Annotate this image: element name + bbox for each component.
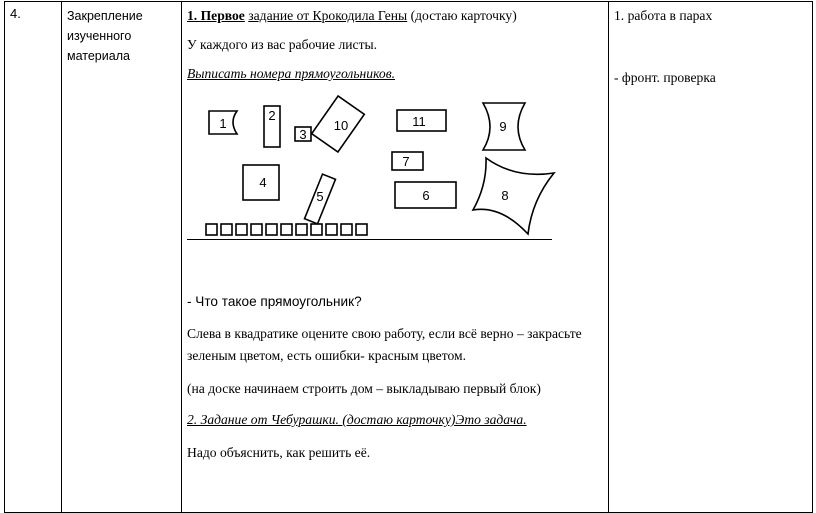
stage-line: изученного — [67, 29, 132, 43]
answer-box — [341, 224, 352, 235]
shape-label-7: 7 — [402, 154, 410, 169]
separator-line — [187, 239, 552, 240]
shape-label-3: 3 — [299, 127, 307, 142]
stage-line: материала — [67, 49, 130, 63]
shape-label-9: 9 — [499, 119, 507, 134]
selfcheck-text: Слева в квадратике оцените свою работу, если всё верно – закрасьте зеленым цветом, есть ошибки- красным цветом. — [187, 326, 582, 363]
answer-boxes — [206, 224, 367, 235]
answer-box — [266, 224, 277, 235]
instruction-text: Выписать номера прямоугольников. — [187, 66, 396, 81]
stage-cell — [62, 2, 182, 513]
shape-label-10: 10 — [333, 118, 349, 133]
task1-number: 1. Первое — [187, 8, 245, 23]
stage-line: Закрепление — [67, 9, 143, 23]
shape-label-5: 5 — [316, 189, 324, 204]
shape-label-1: 1 — [219, 116, 227, 131]
lesson-table — [4, 1, 813, 513]
answer-box — [206, 224, 217, 235]
shape-label-4: 4 — [259, 175, 267, 190]
form-pairs: 1. работа в парах — [614, 8, 713, 23]
task1-heading — [187, 6, 603, 25]
shapes-figure — [185, 87, 565, 237]
question-text: - Что такое прямоугольник? — [187, 294, 362, 309]
worksheets-text: У каждого из вас рабочие листы. — [187, 37, 378, 52]
board-text: (на доске начинаем строить дом – выкладываю первый блок) — [187, 381, 541, 396]
answer-box — [311, 224, 322, 235]
content-cell — [182, 2, 609, 513]
answer-box — [236, 224, 247, 235]
shape-label-11: 11 — [412, 114, 426, 129]
task1-note: (достаю карточку) — [410, 8, 517, 23]
shape-8 — [473, 158, 554, 234]
answer-box — [326, 224, 337, 235]
answer-box — [356, 224, 367, 235]
explain-text: Надо объяснить, как решить её. — [187, 445, 371, 460]
shape-label-2: 2 — [268, 108, 276, 123]
table-row — [5, 2, 813, 513]
task1-title: задание от Крокодила Гены — [248, 8, 408, 23]
task2-text: 2. Задание от Чебурашки. (достаю карточку)Это задача. — [187, 412, 527, 427]
answer-box — [281, 224, 292, 235]
shape-label-8: 8 — [501, 188, 509, 203]
answer-box — [296, 224, 307, 235]
answer-box — [251, 224, 262, 235]
shape-label-6: 6 — [422, 188, 430, 203]
form-check: - фронт. проверка — [614, 70, 716, 85]
form-cell — [609, 2, 813, 513]
shapes-drawing — [185, 87, 565, 237]
answer-box — [221, 224, 232, 235]
row-number: 4. — [10, 6, 21, 21]
row-number-cell — [5, 2, 62, 513]
